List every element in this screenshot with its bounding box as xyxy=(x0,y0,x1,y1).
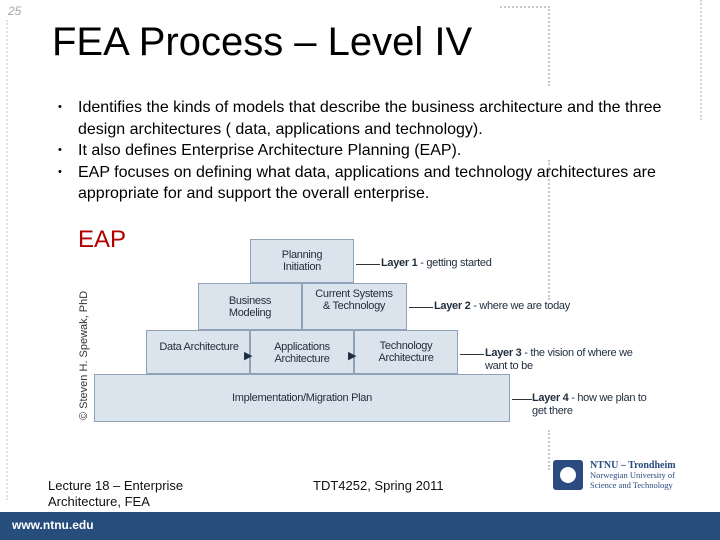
layer-1-connector xyxy=(356,264,380,265)
layer-3-label: Layer 3 - the vision of where we want to be xyxy=(485,347,633,372)
dotted-divider xyxy=(548,430,550,470)
bullet-marker: • xyxy=(58,144,62,156)
layer-1-label: Layer 1 - getting started xyxy=(381,257,492,269)
dotted-divider xyxy=(700,0,702,120)
dotted-divider xyxy=(500,6,550,8)
layer-3-connector xyxy=(460,354,484,355)
lecture-footer: Lecture 18 – Enterprise Architecture, FEA xyxy=(48,478,184,509)
bullet-list xyxy=(58,97,688,205)
bullet-text: EAP focuses on defining what data, applications and technology architectures are appropriate for and support the overall enterprise. xyxy=(78,163,656,202)
bullet-text: It also defines Enterprise Architecture Planning (EAP). xyxy=(78,142,462,159)
bullet-item xyxy=(58,140,688,162)
footer-bar xyxy=(0,512,720,540)
arrow-applications-to-technology: ▶ xyxy=(348,350,357,362)
applications-architecture-label: Applications Architecture xyxy=(274,341,330,365)
layer-2-label: Layer 2 - where we are today xyxy=(434,300,570,312)
business-modeling-label: Business Modeling xyxy=(228,295,272,319)
page-title: FEA Process – Level IV xyxy=(52,20,473,64)
copyright-label: © Steven H. Spewak, PhD xyxy=(78,290,90,420)
data-architecture-label: Data Architecture xyxy=(159,341,239,353)
layer-4-label: Layer 4 - how we plan to get there xyxy=(532,392,647,417)
course-footer: TDT4252, Spring 2011 xyxy=(313,478,444,493)
current-systems-label: Current Systems & Technology xyxy=(315,288,393,312)
logo-line-1: NTNU – Trondheim xyxy=(590,460,676,471)
logo-line-3: Science and Technology xyxy=(590,479,673,490)
ntnu-logo-text xyxy=(590,460,676,490)
ntnu-logo-icon xyxy=(553,460,583,490)
dotted-divider xyxy=(6,20,8,500)
slide-number: 25 xyxy=(8,4,22,18)
layer-4-connector xyxy=(512,399,532,400)
technology-architecture-label: Technology Architecture xyxy=(378,340,434,364)
bullet-marker: • xyxy=(58,101,62,113)
dotted-divider xyxy=(548,6,550,86)
arrow-data-to-applications: ▶ xyxy=(244,350,253,362)
bullet-text: Identifies the kinds of models that describe the business architecture and the three design architectures ( data, applications and technology). xyxy=(78,99,662,138)
website-link[interactable]: www.ntnu.edu xyxy=(12,518,94,532)
bullet-marker: • xyxy=(58,165,62,178)
layer-2-connector xyxy=(409,307,433,308)
logo-line-2: Norwegian University of xyxy=(590,470,675,480)
bullet-item xyxy=(58,162,688,205)
eap-heading: EAP xyxy=(78,226,127,253)
planning-initiation-label: Planning Initiation xyxy=(281,249,323,273)
bullet-item xyxy=(58,97,688,140)
implementation-plan-label: Implementation/Migration Plan xyxy=(232,392,372,404)
